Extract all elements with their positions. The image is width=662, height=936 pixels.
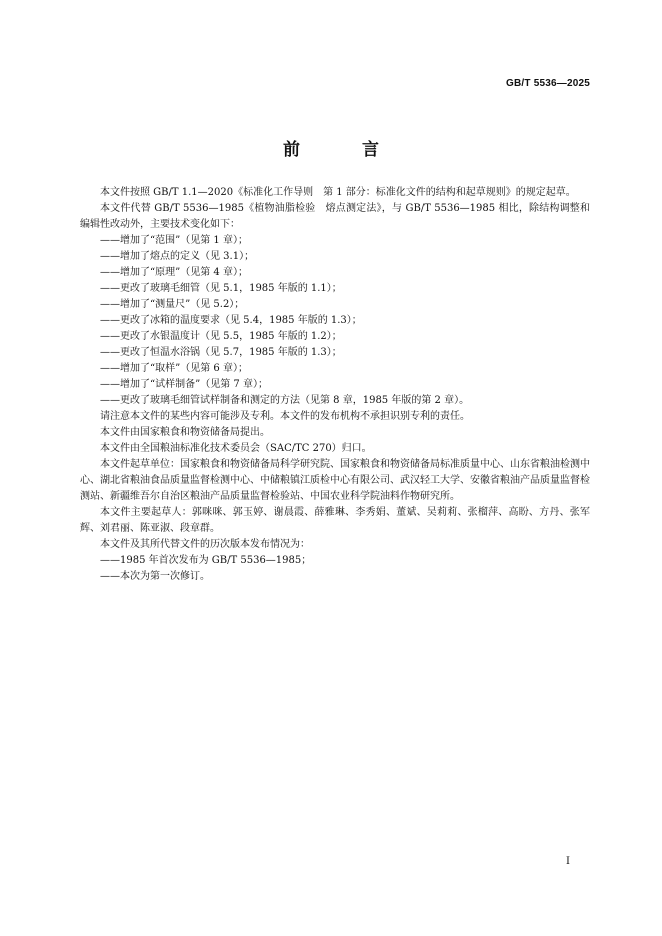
paragraph: 本文件代替 GB/T 5536—1985《植物油脂检验 熔点测定法》，与 GB/T 5536—1985 相比，除结构调整和编辑性改动外，主要技术变化如下：	[80, 203, 590, 230]
change-item: ——增加了“取样”（见第 6 章）；	[100, 363, 248, 374]
standard-code: GB/T 5536—2025	[506, 78, 590, 89]
change-item: ——增加了“试样制备”（见第 7 章）；	[100, 379, 268, 390]
change-item: ——更改了冰箱的温度要求（见 5.4，1985 年版的 1.3）；	[100, 315, 362, 326]
page-title: 前 言	[283, 140, 407, 160]
paragraph: 本文件由国家粮食和物资储备局提出。	[100, 427, 270, 438]
change-item: ——增加了熔点的定义（见 3.1）；	[100, 251, 255, 262]
paragraph: 请注意本文件的某些内容可能涉及专利。本文件的发布机构不承担识别专利的责任。	[100, 411, 470, 422]
paragraph: 本文件及其所代替文件的历次版本发布情况为：	[100, 539, 310, 550]
paragraph: 本文件主要起草人：郭咪咪、郭玉婷、谢晨霞、薛雅琳、李秀娟、董斌、吴莉莉、张榴萍、高盼、方丹、张军辉、刘君丽、陈亚淑、段章群。	[80, 507, 590, 534]
change-item: ——更改了玻璃毛细管（见 5.1，1985 年版的 1.1）；	[100, 283, 342, 294]
change-item: ——增加了“原理”（见第 4 章）；	[100, 267, 248, 278]
paragraph: 本文件起草单位：国家粮食和物资储备局科学研究院、国家粮食和物资储备局标准质量中心、山东省粮油检测中心、湖北省粮油食品质量监督检测中心、中储粮镇江质检中心有限公司、武汉轻工大学、安徽省粮油产品质量监督检测站、新疆维吾尔自治区粮油产品质量监督检验站、中国农业科学院油料作物研究所。	[80, 459, 590, 502]
history-item: ——本次为第一次修订。	[100, 571, 210, 582]
change-item: ——更改了水银温度计（见 5.5，1985 年版的 1.2）；	[100, 331, 342, 342]
change-item: ——增加了“范围”（见第 1 章）；	[100, 235, 248, 246]
change-item: ——更改了恒温水浴锅（见 5.7，1985 年版的 1.3）；	[100, 347, 342, 358]
paragraph: 本文件由全国粮油标准化技术委员会（SAC/TC 270）归口。	[100, 443, 372, 454]
paragraph: 本文件按照 GB/T 1.1—2020《标准化工作导则 第 1 部分：标准化文件的结构和起草规则》的规定起草。	[100, 187, 576, 198]
page-number: I	[566, 856, 570, 867]
foreword-body	[80, 185, 590, 585]
change-item: ——增加了“测量尺”（见 5.2）；	[100, 299, 245, 310]
change-item: ——更改了玻璃毛细管试样制备和测定的方法（见第 8 章，1985 年版的第 2 章）。	[100, 395, 470, 406]
history-item: ——1985 年首次发布为 GB/T 5536—1985；	[100, 555, 312, 566]
